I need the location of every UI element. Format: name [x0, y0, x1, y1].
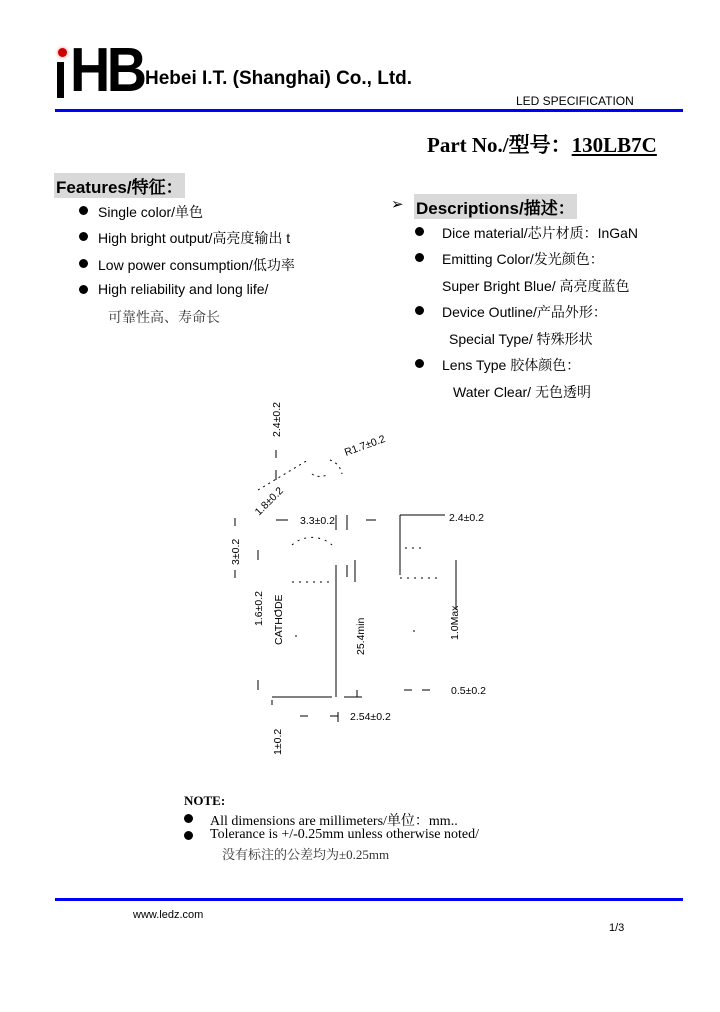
- arrow-bullet-icon: ➢: [391, 196, 404, 213]
- note-heading: NOTE:: [184, 793, 226, 808]
- company-name: Hebei I.T. (Shanghai) Co., Ltd.: [145, 68, 413, 89]
- dim-total-height: 3±0.2: [230, 538, 242, 565]
- desc-item: Lens Type 胶体颜色：: [442, 357, 581, 373]
- dim-flat-width: 1.8±0.2: [252, 484, 286, 519]
- dim-lead-length: 25.4min: [355, 617, 367, 655]
- dim-radius: R1.7±0.2: [342, 432, 388, 459]
- desc-item: Emitting Color/发光颜色：: [442, 251, 604, 267]
- footer-rule: [55, 898, 683, 901]
- page-number: 1/3: [609, 922, 625, 934]
- features-heading: Features/特征：: [54, 173, 185, 198]
- feature-item: High reliability and long life/: [98, 281, 269, 297]
- dim-flange: 1.6±0.2: [253, 591, 265, 626]
- cathode-label: CATHODE: [273, 594, 285, 645]
- desc-value: Water Clear/ 无色透明: [453, 384, 591, 400]
- website-link[interactable]: www.ledz.com: [133, 909, 204, 921]
- feature-item: High bright output/高亮度输出 t: [98, 230, 291, 246]
- dim-lead-pitch: 2.54±0.2: [350, 711, 391, 723]
- desc-item: Device Outline/产品外形：: [442, 304, 607, 320]
- feature-item: Single color/单色: [98, 204, 204, 220]
- dim-flange-max: 1.0Max: [449, 605, 461, 640]
- note-item: All dimensions are millimeters/单位：mm..: [210, 814, 458, 829]
- descriptions-heading: Descriptions/描述：: [414, 194, 577, 219]
- dim-side-width: 2.4±0.2: [449, 512, 484, 524]
- part-value: 130LB7C: [571, 133, 657, 157]
- document-type: LED SPECIFICATION: [516, 94, 634, 108]
- bullet-icon: [184, 831, 193, 840]
- desc-item: Dice material/芯片材质：InGaN: [442, 225, 639, 241]
- dim-lead-width: 0.5±0.2: [451, 685, 486, 697]
- dim-lens-height: 2.4±0.2: [271, 402, 283, 437]
- note-item-cont: 没有标注的公差均为±0.25mm: [222, 847, 390, 862]
- feature-item: Low power consumption/低功率: [98, 257, 295, 273]
- logo-letters: HB: [70, 36, 148, 105]
- dim-lead-offset: 1±0.2: [272, 728, 284, 755]
- feature-item-cont: 可靠性高、寿命长: [108, 309, 220, 325]
- bullet-icon: [184, 814, 193, 823]
- desc-value: Super Bright Blue/ 高亮度蓝色: [442, 278, 630, 294]
- desc-value: Special Type/ 特殊形状: [449, 331, 593, 347]
- note-item: Tolerance is +/-0.25mm unless otherwise noted/: [210, 827, 479, 842]
- dim-body-width: 3.3±0.2: [300, 515, 335, 527]
- part-label: Part No./型号：: [427, 133, 572, 157]
